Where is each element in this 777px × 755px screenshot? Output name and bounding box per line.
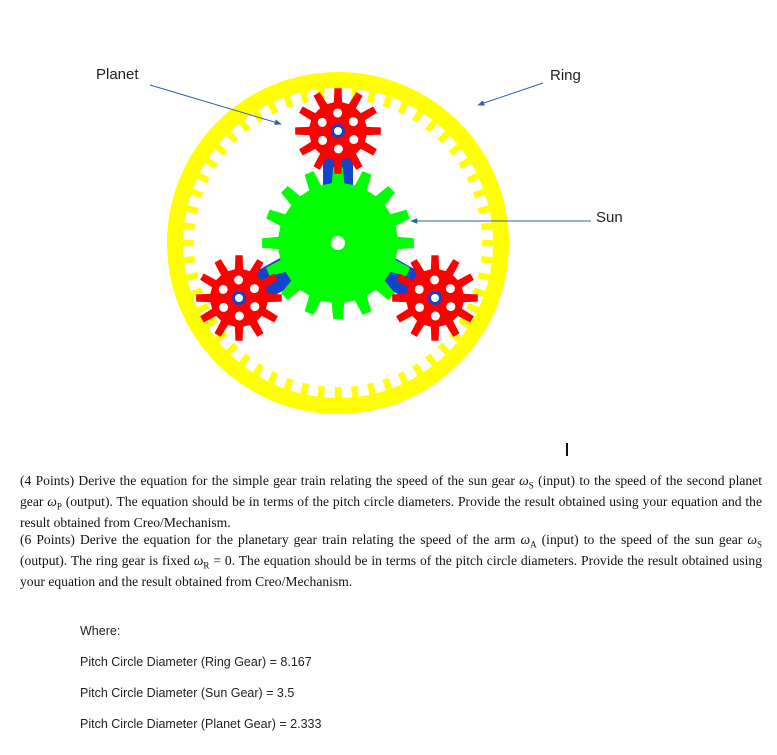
sun-diameter: Pitch Circle Diameter (Sun Gear) = 3.5 [80, 686, 295, 700]
where-heading: Where: [80, 624, 121, 638]
ring-arrow [478, 83, 543, 105]
question-part-2: (6 Points) Derive the equation for the planetary gear train relating the speed of the arm $\omega_A$ (input) to the speed of the sun gear $\omega_S$ (output). The ring gear is fixed $\omega_R = 0$. The equation should be in terms of the pitch circle diameters. Provide the result obtained using your equation and the result obtained from Creo/Mechanism. [20, 531, 763, 590]
sun-gear [262, 167, 414, 319]
problem-statement [20, 473, 762, 591]
ring-diameter: Pitch Circle Diameter (Ring Gear) = 8.167 [80, 655, 312, 669]
where-section [80, 624, 321, 748]
sun-label: Sun [596, 209, 623, 226]
ring-label: Ring [550, 67, 581, 84]
text-cursor [566, 443, 568, 456]
planet-diameter: Pitch Circle Diameter (Planet Gear) = 2.333 [80, 717, 322, 731]
planet-label: Planet [96, 66, 139, 83]
question-part-1: (4 Points) Derive the equation for the simple gear train relating the speed of the sun gear $\omega_S$ (input) to the speed of the second planet gear $\omega_P$ (output). The equation should be in terms of the pitch circle diameters. Provide the result obtained using your equation and the result obtained from Creo/Mechanism. [20, 473, 762, 531]
